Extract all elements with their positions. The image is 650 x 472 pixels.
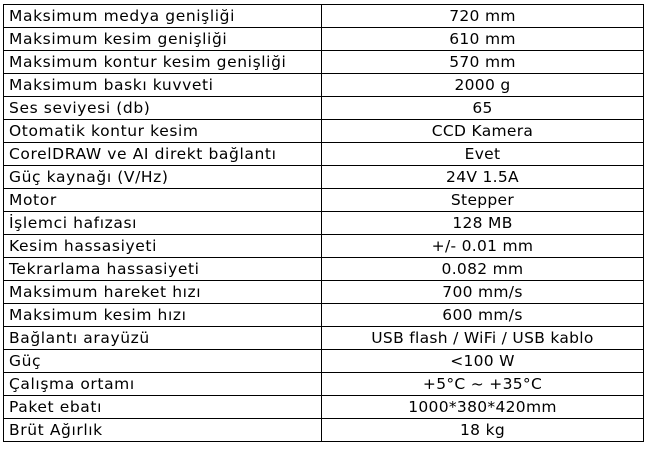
table-row: [4, 51, 644, 74]
spec-value: 0.082 mm: [322, 258, 644, 281]
spec-table: [3, 4, 644, 442]
spec-label: Brüt Ağırlık: [4, 419, 322, 442]
spec-value: 1000*380*420mm: [322, 396, 644, 419]
spec-label: Ses seviyesi (db): [4, 97, 322, 120]
spec-label: Güç kaynağı (V/Hz): [4, 166, 322, 189]
spec-label: Bağlantı arayüzü: [4, 327, 322, 350]
spec-label: Maksimum kesim genişliği: [4, 28, 322, 51]
table-row: [4, 327, 644, 350]
spec-label: Motor: [4, 189, 322, 212]
spec-value: 700 mm/s: [322, 281, 644, 304]
spec-value: 18 kg: [322, 419, 644, 442]
spec-label: Kesim hassasiyeti: [4, 235, 322, 258]
table-row: [4, 120, 644, 143]
spec-value: +/- 0.01 mm: [322, 235, 644, 258]
table-row: [4, 396, 644, 419]
spec-value: 24V 1.5A: [322, 166, 644, 189]
spec-value: USB flash / WiFi / USB kablo: [322, 327, 644, 350]
spec-label: Maksimum baskı kuvveti: [4, 74, 322, 97]
spec-value: 610 mm: [322, 28, 644, 51]
table-row: [4, 373, 644, 396]
spec-label: Çalışma ortamı: [4, 373, 322, 396]
spec-value: 720 mm: [322, 5, 644, 28]
table-row: [4, 28, 644, 51]
table-row: [4, 189, 644, 212]
spec-value: CCD Kamera: [322, 120, 644, 143]
spec-value: Stepper: [322, 189, 644, 212]
table-row: [4, 304, 644, 327]
spec-label: CorelDRAW ve AI direkt bağlantı: [4, 143, 322, 166]
spec-value: Evet: [322, 143, 644, 166]
table-row: [4, 166, 644, 189]
spec-label: Paket ebatı: [4, 396, 322, 419]
spec-value: 2000 g: [322, 74, 644, 97]
spec-value: +5°C ~ +35°C: [322, 373, 644, 396]
spec-value: <100 W: [322, 350, 644, 373]
table-row: [4, 281, 644, 304]
spec-table-body: [4, 5, 644, 442]
spec-value: 65: [322, 97, 644, 120]
table-row: [4, 97, 644, 120]
spec-label: Otomatik kontur kesim: [4, 120, 322, 143]
spec-label: Maksimum kesim hızı: [4, 304, 322, 327]
spec-value: 600 mm/s: [322, 304, 644, 327]
table-row: [4, 350, 644, 373]
table-row: [4, 5, 644, 28]
spec-label: Maksimum kontur kesim genişliği: [4, 51, 322, 74]
spec-value: 128 MB: [322, 212, 644, 235]
spec-label: Tekrarlama hassasiyeti: [4, 258, 322, 281]
spec-label: İşlemci hafızası: [4, 212, 322, 235]
table-row: [4, 258, 644, 281]
table-row: [4, 212, 644, 235]
spec-label: Güç: [4, 350, 322, 373]
table-row: [4, 143, 644, 166]
spec-value: 570 mm: [322, 51, 644, 74]
spec-label: Maksimum hareket hızı: [4, 281, 322, 304]
table-row: [4, 74, 644, 97]
table-row: [4, 419, 644, 442]
spec-label: Maksimum medya genişliği: [4, 5, 322, 28]
table-row: [4, 235, 644, 258]
